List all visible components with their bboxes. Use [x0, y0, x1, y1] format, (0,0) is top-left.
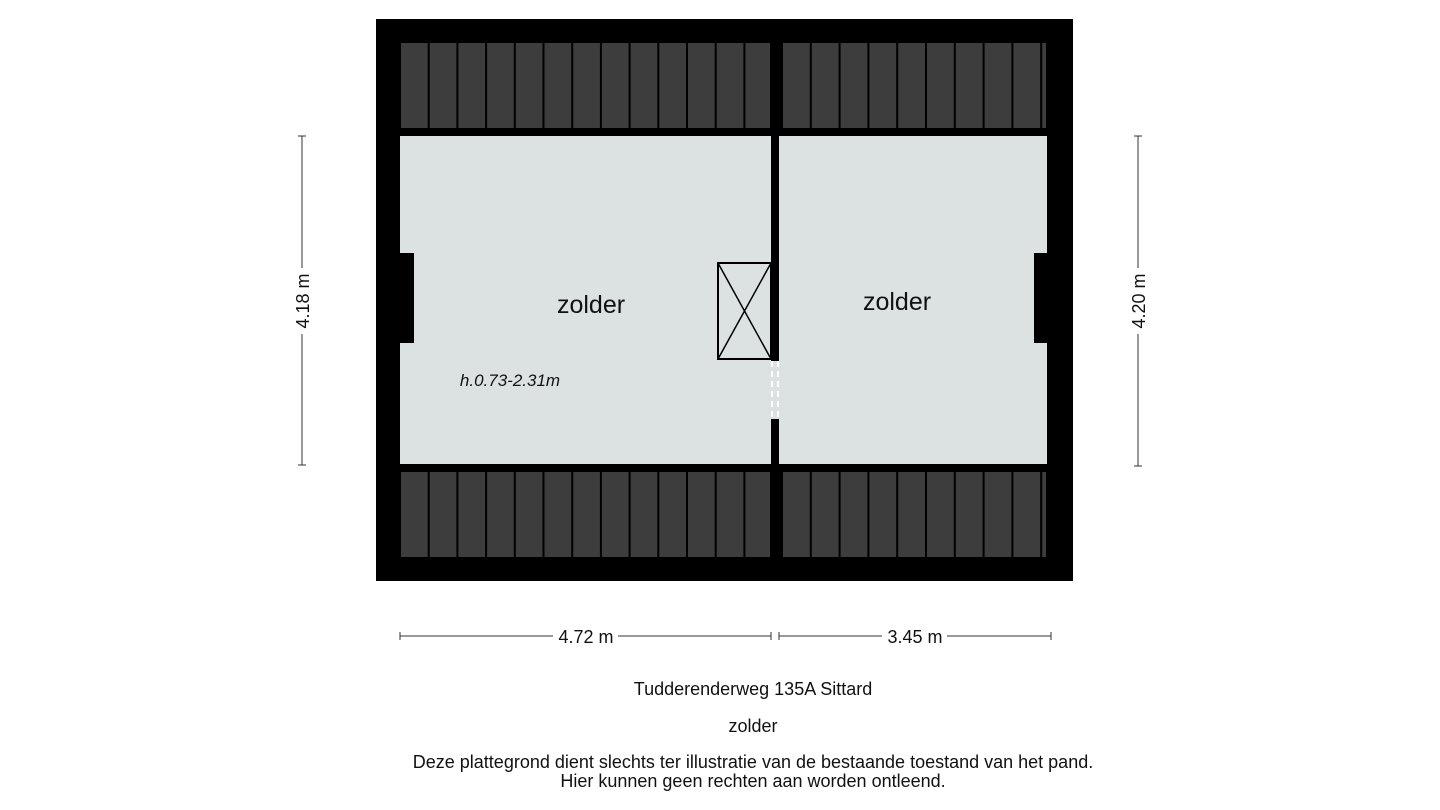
roof-tile — [516, 43, 543, 128]
dimension-bottom-left-label: 4.72 m — [558, 627, 614, 647]
roof-tile — [401, 472, 428, 557]
roof-tile — [487, 472, 514, 557]
roof-tile — [573, 472, 600, 557]
window-notch-left — [400, 253, 414, 343]
roof-tile — [688, 472, 715, 557]
roof-tile — [602, 43, 629, 128]
dimension-right-label: 4.20 m — [1129, 273, 1149, 329]
roof-tile — [745, 472, 770, 557]
roof-tile — [869, 43, 896, 128]
roof-tile — [458, 472, 485, 557]
roof-tile — [516, 472, 543, 557]
window-notch-right — [1034, 253, 1048, 343]
roof-tile — [545, 43, 572, 128]
roof-slope-top — [401, 43, 1046, 128]
roof-tile — [545, 472, 572, 557]
roof-tile — [717, 43, 744, 128]
disclaimer-line-1: Deze plattegrond dient slechts ter illustratie van de bestaande toestand van het pand. — [412, 752, 1094, 772]
room-height-note: h.0.73-2.31m — [459, 371, 561, 390]
roof-tile — [602, 472, 629, 557]
disclaimer — [0, 753, 1440, 791]
roof-tile — [812, 43, 839, 128]
roof-tile — [783, 472, 810, 557]
roof-tile — [812, 472, 839, 557]
roof-tile — [745, 43, 770, 128]
roof-slope-bottom — [401, 472, 1046, 557]
property-address: Tudderenderweg 135A Sittard — [633, 679, 873, 699]
roof-tile — [631, 472, 658, 557]
roof-tile — [430, 43, 457, 128]
dimension-bottom-right-label: 3.45 m — [887, 627, 943, 647]
disclaimer-line-2: Hier kunnen geen rechten aan worden ontleend. — [560, 771, 946, 791]
roof-tile — [573, 43, 600, 128]
roof-tile — [898, 472, 925, 557]
roof-tile — [985, 43, 1012, 128]
roof-tile — [783, 43, 810, 128]
roof-tile — [659, 472, 686, 557]
doorway — [771, 361, 779, 419]
roof-tile — [659, 43, 686, 128]
room-label-left: zolder — [556, 291, 626, 319]
roof-tile — [927, 472, 954, 557]
roof-tile — [631, 43, 658, 128]
roof-tile — [1013, 472, 1040, 557]
partition-wall — [771, 40, 779, 560]
roof-tile — [956, 472, 983, 557]
roof-tile — [1042, 43, 1046, 128]
roof-tile — [898, 43, 925, 128]
roof-tile — [458, 43, 485, 128]
roof-tile — [487, 43, 514, 128]
roof-tile — [717, 472, 744, 557]
roof-tile — [956, 43, 983, 128]
roof-tile — [841, 472, 868, 557]
roof-tile — [1013, 43, 1040, 128]
roof-tile — [401, 43, 428, 128]
dimension-left-label: 4.18 m — [293, 273, 313, 329]
roof-tile — [688, 43, 715, 128]
roof-tile — [430, 472, 457, 557]
roof-tile — [869, 472, 896, 557]
roof-tile — [1042, 472, 1046, 557]
floor-name: zolder — [728, 716, 778, 736]
roof-tile — [985, 472, 1012, 557]
roof-tile — [927, 43, 954, 128]
room-label-right: zolder — [862, 288, 932, 316]
roof-tile — [841, 43, 868, 128]
